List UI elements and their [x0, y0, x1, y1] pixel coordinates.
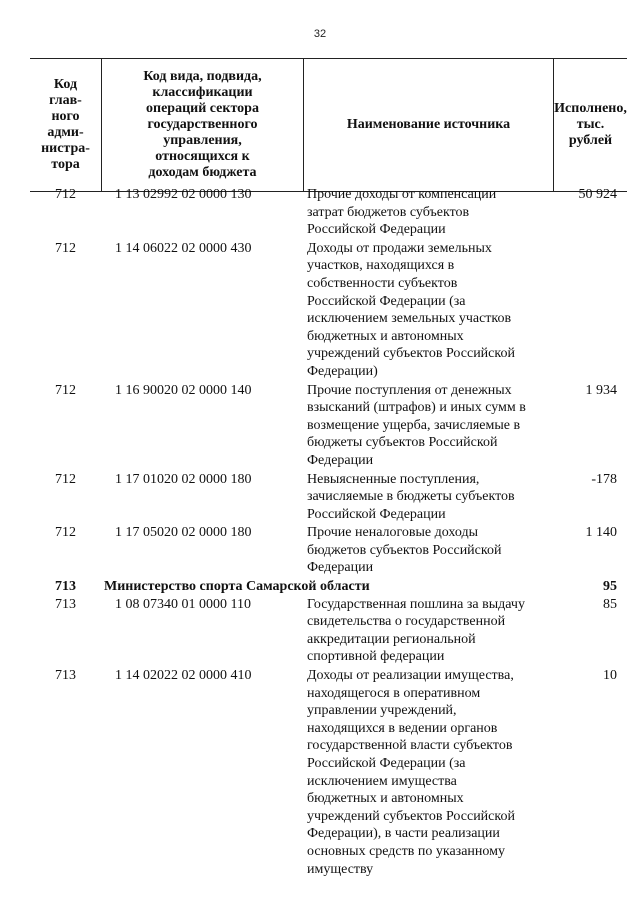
header-classification-code-label: Код вида, подвида, классификации операций сектора государственного управления, относящихся к доходам бюджета	[143, 69, 262, 180]
amount: 50 924	[578, 187, 617, 202]
table-row	[30, 596, 627, 666]
admin-code: 712	[55, 471, 76, 487]
header-amount	[553, 59, 627, 191]
classification-code: 1 16 90020 02 0000 140	[115, 382, 252, 398]
admin-code: 713	[55, 596, 76, 612]
amount: 10	[603, 668, 617, 684]
amount: 1 140	[585, 525, 617, 541]
header-classification-code	[101, 59, 303, 191]
classification-code: 1 08 07340 01 0000 110	[115, 596, 251, 612]
table-row	[30, 667, 627, 878]
source-name: Прочие поступления от денежных взысканий (штрафов) и иных сумм в возмещение ущерба, зачисляемые в бюджеты субъектов Российской Федерации	[307, 382, 526, 468]
amount: 85	[603, 596, 617, 612]
ministry-row	[30, 578, 627, 596]
classification-code: 1 17 01020 02 0000 180	[115, 471, 252, 487]
header-admin-code	[30, 59, 101, 191]
ministry-admin-code: 713	[55, 579, 76, 595]
amount: 1 934	[585, 382, 617, 398]
page-number: 32	[313, 28, 327, 40]
admin-code: 712	[55, 187, 76, 202]
admin-code: 712	[55, 240, 76, 256]
ministry-name: Министерство спорта Самарской области	[104, 579, 370, 595]
source-name: Прочие доходы от компенсации затрат бюджетов субъектов Российской Федерации	[307, 187, 497, 238]
classification-code: 1 17 05020 02 0000 180	[115, 525, 252, 541]
header-source-name	[303, 59, 553, 191]
classification-code: 1 13 02992 02 0000 130	[115, 187, 252, 202]
table-row	[30, 382, 627, 470]
source-name: Доходы от продажи земельных участков, находящихся в собственности субъектов Российской Федерации (за исключением земельных участков бюджетных и автономных учреждений субъектов Российской Федерации)	[307, 240, 515, 379]
admin-code: 713	[55, 668, 76, 684]
table-row	[30, 240, 627, 381]
table-header	[30, 58, 627, 192]
amount	[553, 240, 627, 381]
admin-code: 712	[55, 382, 76, 398]
classification-code: 1 14 06022 02 0000 430	[115, 240, 252, 256]
amount: -178	[591, 471, 617, 487]
header-amount-label: Исполнено, тыс. рублей	[554, 101, 627, 148]
ministry-amount: 95	[603, 579, 617, 595]
header-source-name-label: Наименование источника	[346, 117, 511, 132]
table-row	[30, 471, 627, 524]
table-row	[30, 524, 627, 577]
source-name: Доходы от реализации имущества, находящегося в оперативном управлении учреждений, находящихся в ведении органов государственной власти субъектов Российской Федерации (за исключением имущества бюджетных и автономных учреждений субъектов Российской Федерации), в части реализации основных средств по указанному имуществу	[307, 668, 515, 877]
admin-code: 712	[55, 525, 76, 541]
header-admin-code-label: Код глав- ного адми- нистра- тора	[41, 77, 90, 172]
classification-code: 1 14 02022 02 0000 410	[115, 668, 252, 684]
source-name: Прочие неналоговые доходы бюджетов субъектов Российской Федерации	[307, 525, 502, 576]
source-name: Невыясненные поступления, зачисляемые в бюджеты субъектов Российской Федерации	[307, 471, 515, 522]
table-body	[30, 186, 627, 879]
source-name: Государственная пошлина за выдачу свидетельства о государственной аккредитации региональной спортивной федерации	[307, 596, 525, 665]
table-row	[30, 186, 627, 239]
